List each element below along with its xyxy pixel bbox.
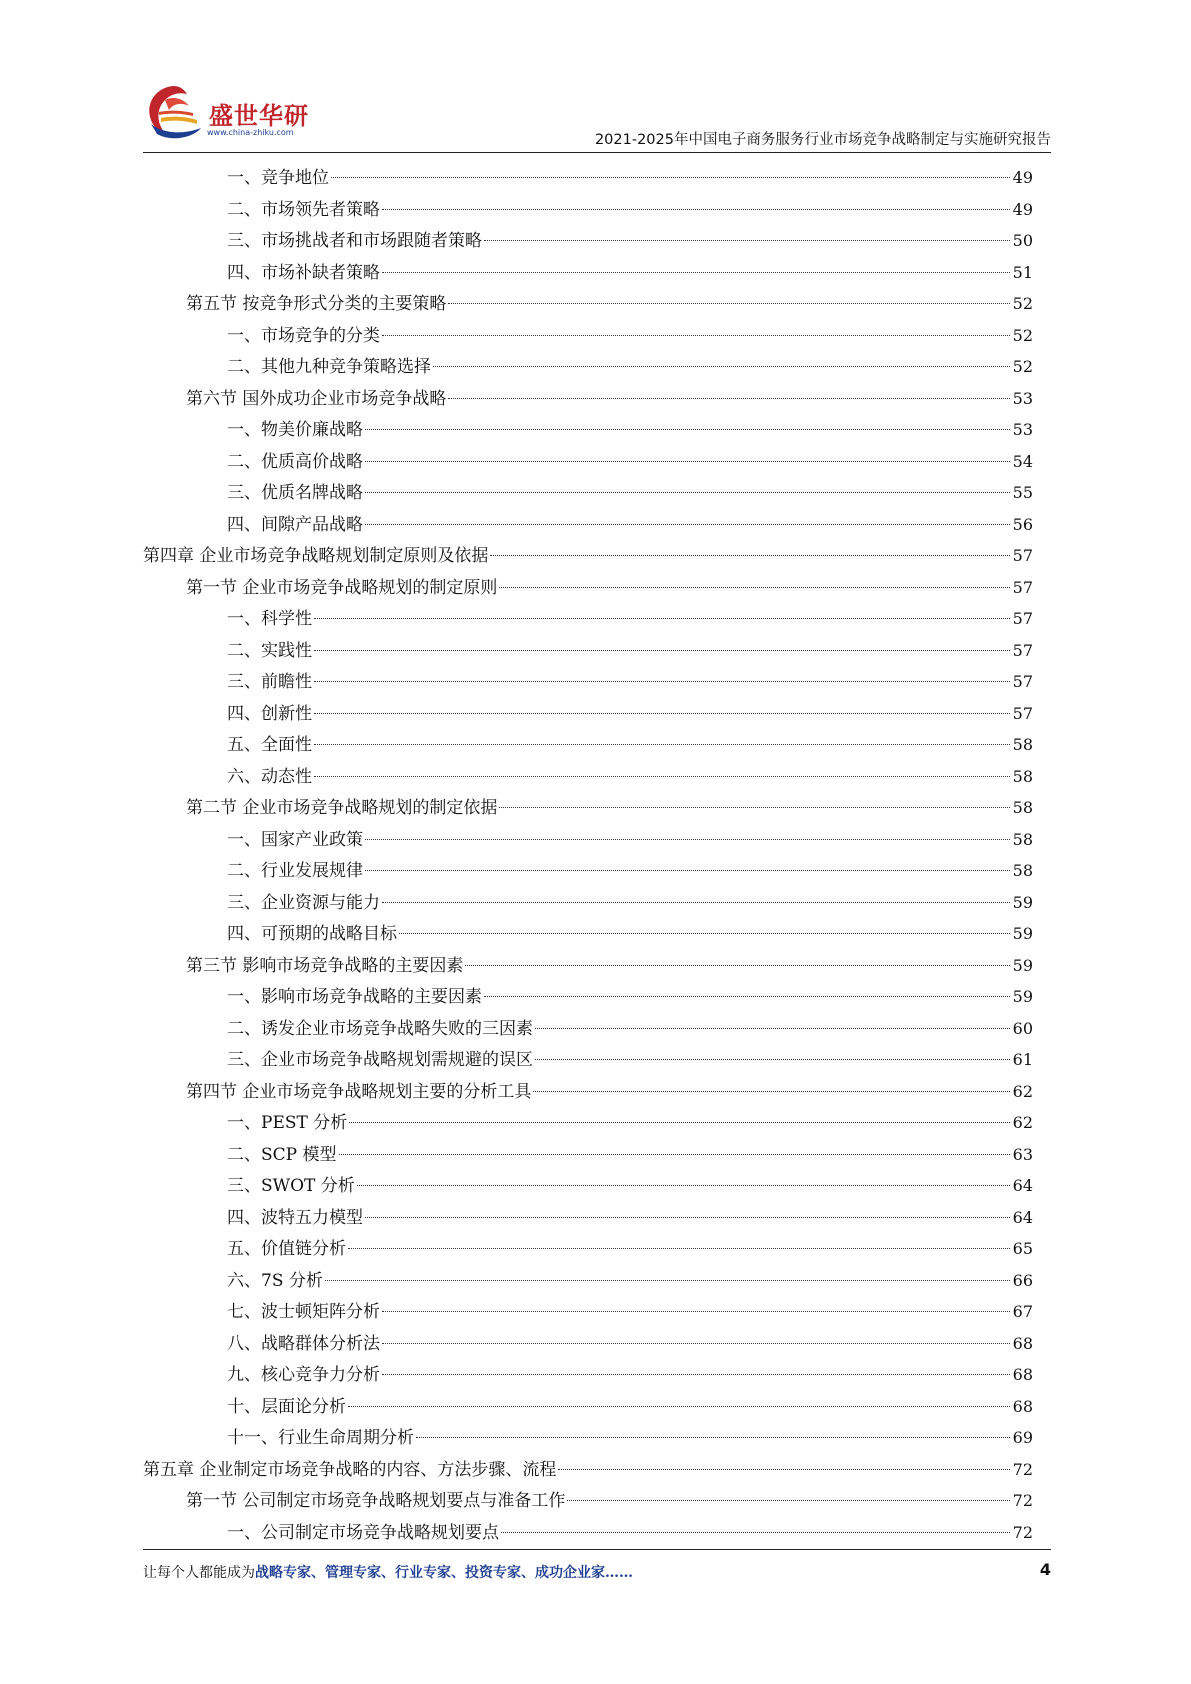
toc-entry-title: 四、市场补缺者策略 [227, 262, 380, 283]
toc-dot-leader [314, 776, 1010, 777]
toc-entry[interactable] [143, 1485, 1033, 1517]
toc-entry[interactable] [143, 698, 1033, 730]
toc-entry-page: 57 [1012, 609, 1033, 628]
toc-entry-page: 57 [1012, 640, 1033, 660]
toc-dot-leader [382, 902, 1010, 903]
toc-entry[interactable] [143, 1139, 1033, 1171]
toc-entry-page: 72 [1012, 1491, 1033, 1510]
toc-entry[interactable] [143, 383, 1033, 415]
toc-entry-title: 第二节 企业市场竞争战略规划的制定依据 [186, 798, 498, 818]
toc-entry-title: 四、间隙产品战略 [227, 514, 363, 535]
footer-slogan-prefix: 让每个人都能成为 [143, 1565, 255, 1581]
toc-entry[interactable] [143, 1265, 1033, 1297]
toc-dot-leader [382, 1343, 1010, 1344]
toc-entry-title: 一、竞争地位 [227, 168, 329, 188]
toc-entry-page: 62 [1012, 1081, 1033, 1101]
toc-dot-leader [448, 398, 1009, 399]
toc-entry[interactable] [143, 194, 1033, 226]
toc-entry-title: 三、企业资源与能力 [227, 892, 380, 913]
toc-entry-page: 66 [1012, 1270, 1033, 1290]
toc-dot-leader [382, 335, 1010, 336]
toc-entry[interactable] [143, 162, 1033, 194]
toc-dot-leader [339, 1154, 1010, 1155]
toc-dot-leader [365, 839, 1010, 840]
toc-entry-page: 57 [1012, 703, 1033, 723]
toc-entry-title: 第六节 国外成功企业市场竞争战略 [186, 388, 447, 409]
toc-entry[interactable] [143, 288, 1033, 320]
toc-dot-leader [558, 1469, 1009, 1470]
toc-entry-title: 第四节 企业市场竞争战略规划主要的分析工具 [186, 1081, 532, 1102]
toc-entry-title: 一、公司制定市场竞争战略规划要点 [227, 1522, 499, 1543]
toc-entry-page: 52 [1012, 294, 1033, 313]
toc-entry[interactable] [143, 729, 1033, 761]
toc-entry-page: 51 [1012, 262, 1033, 282]
toc-dot-leader [314, 744, 1010, 745]
toc-entry-title: 五、价值链分析 [227, 1239, 346, 1259]
toc-entry[interactable] [143, 509, 1033, 541]
toc-entry-page: 68 [1012, 1333, 1033, 1353]
toc-dot-leader [365, 524, 1010, 525]
toc-entry-title: 一、物美价廉战略 [227, 420, 363, 440]
toc-dot-leader [365, 461, 1010, 462]
toc-entry[interactable] [143, 351, 1033, 383]
toc-entry-page: 59 [1012, 955, 1033, 975]
footer-divider [143, 1549, 1051, 1550]
toc-dot-leader [314, 650, 1010, 651]
toc-entry-title: 一、国家产业政策 [227, 829, 363, 850]
toc-dot-leader [348, 1406, 1010, 1407]
toc-entry[interactable] [143, 1202, 1033, 1234]
toc-entry-page: 65 [1012, 1239, 1033, 1258]
toc-dot-leader [325, 1280, 1010, 1281]
toc-entry[interactable] [143, 1422, 1033, 1454]
toc-entry-page: 64 [1012, 1207, 1033, 1227]
toc-entry-page: 72 [1012, 1522, 1033, 1542]
toc-entry-title: 四、创新性 [227, 703, 312, 724]
toc-dot-leader [382, 272, 1010, 273]
toc-entry-title: 第四章 企业市场竞争战略规划制定原则及依据 [143, 546, 489, 566]
page-footer [143, 1562, 1051, 1586]
toc-dot-leader [448, 303, 1009, 304]
toc-dot-leader [499, 807, 1009, 808]
toc-entry[interactable] [143, 761, 1033, 793]
toc-dot-leader [533, 1091, 1009, 1092]
toc-entry-title: 七、波士顿矩阵分析 [227, 1302, 380, 1322]
toc-entry-title: 六、动态性 [227, 766, 312, 787]
toc-dot-leader [365, 429, 1010, 430]
toc-entry-page: 58 [1012, 829, 1033, 849]
toc-entry-page: 53 [1012, 388, 1033, 408]
toc-entry-page: 58 [1012, 798, 1033, 817]
toc-entry-page: 54 [1012, 451, 1033, 471]
toc-dot-leader [484, 996, 1010, 997]
toc-entry[interactable] [143, 1359, 1033, 1391]
toc-entry-title: 二、SCP 模型 [227, 1144, 337, 1165]
toc-entry[interactable] [143, 1296, 1033, 1328]
toc-entry[interactable] [143, 1328, 1033, 1360]
toc-dot-leader [382, 209, 1010, 210]
toc-entry-page: 55 [1012, 483, 1033, 502]
toc-entry-page: 59 [1012, 924, 1033, 943]
toc-entry-page: 61 [1012, 1050, 1033, 1069]
toc-entry-title: 十、层面论分析 [227, 1396, 346, 1417]
toc-entry[interactable] [143, 603, 1033, 635]
toc-dot-leader [349, 1122, 1009, 1123]
toc-entry[interactable] [143, 1233, 1033, 1265]
toc-entry-title: 十一、行业生命周期分析 [227, 1428, 414, 1448]
toc-entry[interactable] [143, 981, 1033, 1013]
toc-entry-title: 二、其他九种竞争策略选择 [227, 357, 431, 377]
toc-entry-page: 57 [1012, 546, 1033, 565]
toc-entry[interactable] [143, 792, 1033, 824]
toc-entry-page: 56 [1012, 514, 1033, 534]
toc-dot-leader [501, 1532, 1010, 1533]
toc-entry-page: 58 [1012, 766, 1033, 786]
toc-entry-page: 50 [1012, 231, 1033, 250]
toc-entry[interactable] [143, 414, 1033, 446]
toc-entry-page: 53 [1012, 420, 1033, 439]
toc-dot-leader [535, 1059, 1010, 1060]
toc-entry-title: 一、PEST 分析 [227, 1113, 348, 1133]
toc-dot-leader [348, 1248, 1010, 1249]
toc-entry-page: 59 [1012, 987, 1033, 1006]
toc-entry-title: 六、7S 分析 [227, 1270, 323, 1291]
toc-dot-leader [357, 1185, 1010, 1186]
toc-entry-title: 三、SWOT 分析 [227, 1176, 355, 1196]
toc-dot-leader [484, 240, 1010, 241]
toc-entry[interactable] [143, 855, 1033, 887]
toc-entry[interactable] [143, 446, 1033, 478]
toc-entry-title: 三、企业市场竞争战略规划需规避的误区 [227, 1050, 533, 1070]
toc-entry[interactable] [143, 1517, 1033, 1549]
toc-dot-leader [365, 1217, 1010, 1218]
page-header [143, 78, 1051, 156]
toc-dot-leader [382, 1311, 1010, 1312]
table-of-contents [143, 162, 1033, 1548]
toc-entry[interactable] [143, 257, 1033, 289]
toc-entry[interactable] [143, 1454, 1033, 1486]
toc-entry-title: 九、核心竞争力分析 [227, 1365, 380, 1385]
toc-dot-leader [382, 1374, 1010, 1375]
toc-entry-page: 59 [1012, 892, 1033, 912]
toc-entry-page: 67 [1012, 1302, 1033, 1321]
toc-entry-page: 49 [1012, 168, 1033, 187]
toc-entry-title: 二、优质高价战略 [227, 451, 363, 472]
toc-entry[interactable] [143, 635, 1033, 667]
toc-entry[interactable] [143, 1013, 1033, 1045]
toc-entry-page: 72 [1012, 1459, 1033, 1479]
report-title: 2021-2025年中国电子商务服务行业市场竞争战略制定与实施研究报告 [594, 132, 1051, 148]
logo-text: 盛世华研 [209, 102, 309, 130]
toc-entry-title: 二、实践性 [227, 640, 312, 661]
toc-entry[interactable] [143, 225, 1033, 257]
toc-dot-leader [331, 177, 1010, 178]
toc-entry-title: 二、市场领先者策略 [227, 199, 380, 220]
toc-entry-page: 64 [1012, 1176, 1033, 1195]
toc-entry[interactable] [143, 918, 1033, 950]
toc-entry-page: 58 [1012, 861, 1033, 880]
toc-dot-leader [416, 1437, 1010, 1438]
toc-entry[interactable] [143, 887, 1033, 919]
toc-entry-title: 三、优质名牌战略 [227, 483, 363, 503]
logo [143, 78, 343, 150]
toc-entry-page: 62 [1012, 1113, 1033, 1132]
toc-entry[interactable] [143, 320, 1033, 352]
toc-entry[interactable] [143, 666, 1033, 698]
toc-dot-leader [433, 366, 1010, 367]
footer-slogan [143, 1562, 633, 1582]
toc-entry-title: 五、全面性 [227, 735, 312, 755]
toc-entry-title: 四、波特五力模型 [227, 1207, 363, 1228]
toc-entry-page: 68 [1012, 1396, 1033, 1416]
logo-icon [143, 80, 213, 144]
toc-dot-leader [314, 681, 1010, 682]
toc-dot-leader [399, 933, 1010, 934]
toc-entry-title: 四、可预期的战略目标 [227, 924, 397, 944]
toc-entry-page: 60 [1012, 1018, 1033, 1038]
toc-entry-title: 第三节 影响市场竞争战略的主要因素 [186, 955, 464, 976]
toc-entry-page: 57 [1012, 672, 1033, 691]
toc-dot-leader [567, 1500, 1009, 1501]
footer-slogan-highlight: 战略专家、管理专家、行业专家、投资专家、成功企业家…… [255, 1565, 633, 1581]
toc-entry-title: 二、诱发企业市场竞争战略失败的三因素 [227, 1018, 533, 1039]
toc-entry-title: 第一节 企业市场竞争战略规划的制定原则 [186, 577, 498, 598]
toc-entry[interactable] [143, 1044, 1033, 1076]
toc-entry[interactable] [143, 1076, 1033, 1108]
toc-dot-leader [499, 587, 1009, 588]
toc-entry-page: 49 [1012, 199, 1033, 219]
toc-entry-title: 一、科学性 [227, 609, 312, 629]
toc-entry-title: 三、市场挑战者和市场跟随者策略 [227, 231, 482, 251]
toc-entry[interactable] [143, 477, 1033, 509]
toc-entry-page: 57 [1012, 577, 1033, 597]
toc-dot-leader [490, 555, 1009, 556]
toc-dot-leader [365, 870, 1010, 871]
toc-dot-leader [535, 1028, 1010, 1029]
toc-dot-leader [314, 713, 1010, 714]
toc-entry-page: 52 [1012, 357, 1033, 376]
page-number: 4 [1039, 1560, 1051, 1579]
toc-entry-page: 52 [1012, 325, 1033, 345]
toc-entry-title: 二、行业发展规律 [227, 861, 363, 881]
toc-dot-leader [365, 492, 1010, 493]
toc-entry[interactable] [143, 1391, 1033, 1423]
toc-entry-page: 69 [1012, 1428, 1033, 1447]
toc-entry-page: 58 [1012, 735, 1033, 754]
toc-entry-page: 63 [1012, 1144, 1033, 1164]
toc-entry-page: 68 [1012, 1365, 1033, 1384]
toc-entry-title: 一、市场竞争的分类 [227, 325, 380, 346]
toc-entry[interactable] [143, 824, 1033, 856]
toc-entry[interactable] [143, 572, 1033, 604]
toc-entry-title: 第五章 企业制定市场竞争战略的内容、方法步骤、流程 [143, 1459, 557, 1480]
toc-entry[interactable] [143, 1170, 1033, 1202]
toc-entry-title: 三、前瞻性 [227, 672, 312, 692]
toc-dot-leader [465, 965, 1009, 966]
toc-entry-title: 一、影响市场竞争战略的主要因素 [227, 987, 482, 1007]
toc-dot-leader [314, 618, 1010, 619]
toc-entry-title: 第五节 按竞争形式分类的主要策略 [186, 294, 447, 314]
toc-entry-title: 八、战略群体分析法 [227, 1333, 380, 1354]
toc-entry[interactable] [143, 1107, 1033, 1139]
header-divider [143, 152, 1051, 153]
logo-url: www.china-zhiku.com [207, 128, 294, 137]
toc-entry[interactable] [143, 540, 1033, 572]
toc-entry-title: 第一节 公司制定市场竞争战略规划要点与准备工作 [186, 1491, 566, 1511]
toc-entry[interactable] [143, 950, 1033, 982]
